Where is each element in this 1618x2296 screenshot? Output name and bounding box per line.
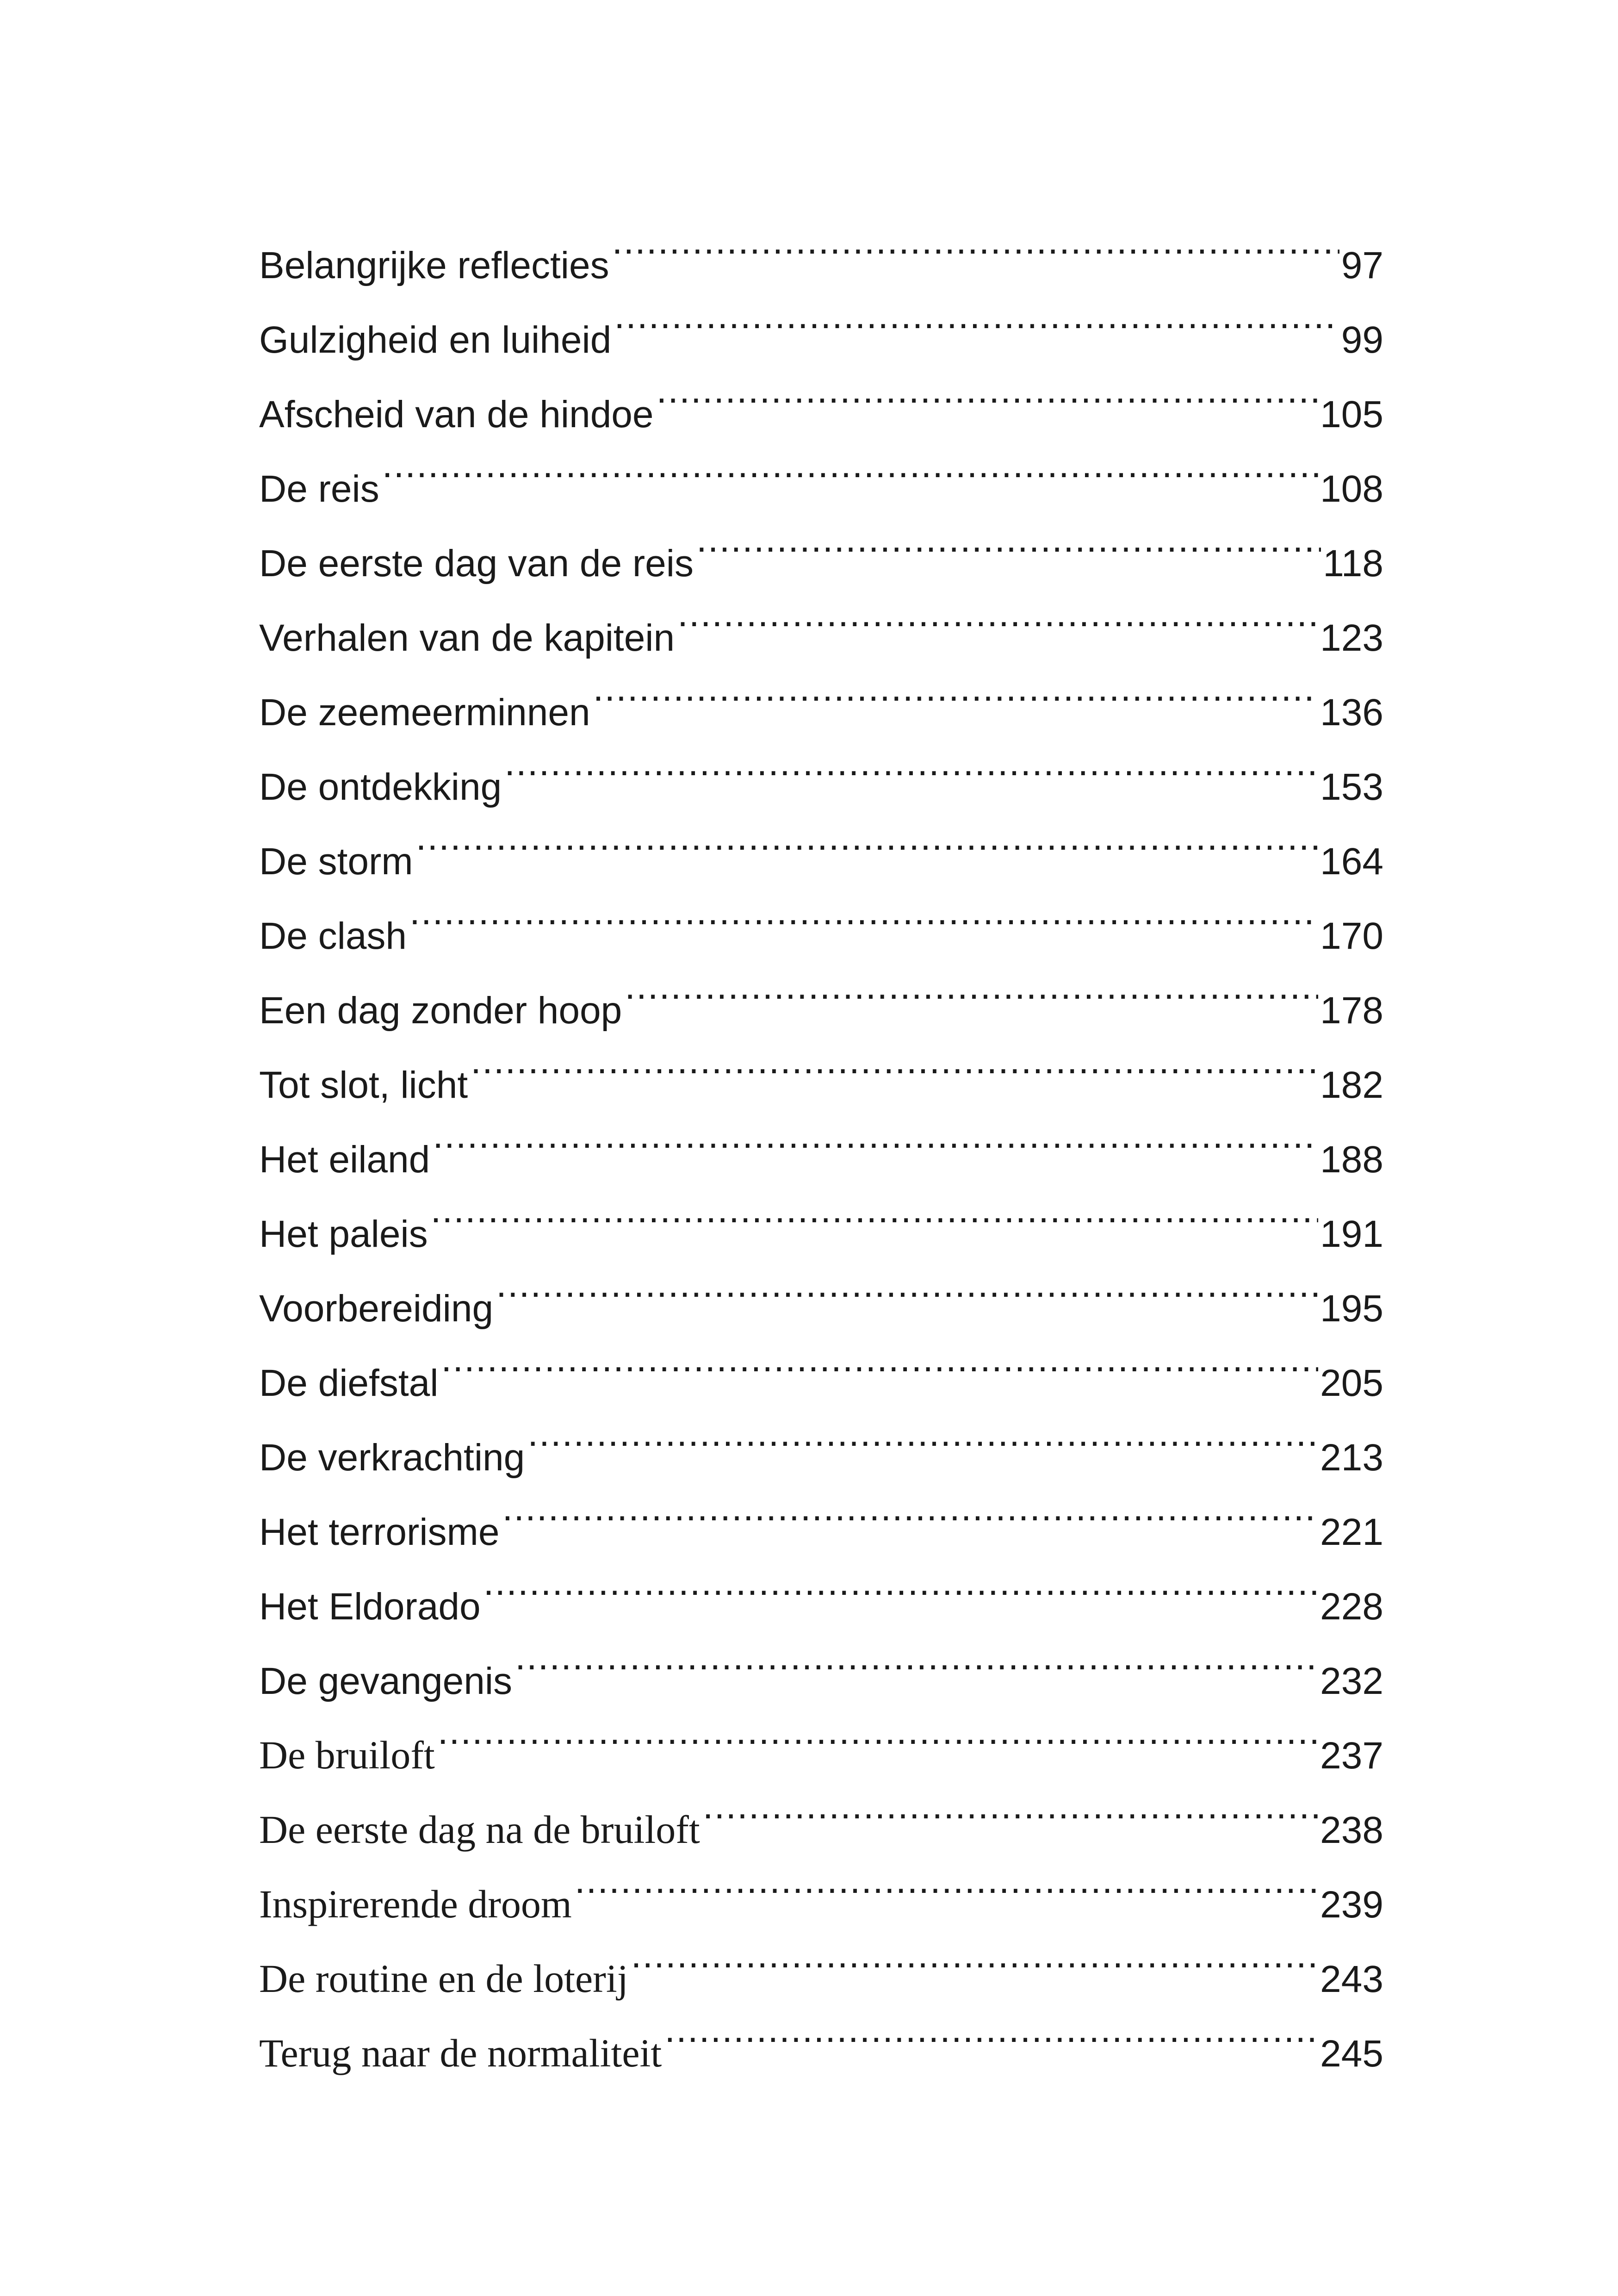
toc-entry-page-number: 191 bbox=[1320, 1213, 1383, 1255]
toc-entry-page-number: 239 bbox=[1320, 1884, 1383, 1926]
toc-dot-leader bbox=[409, 874, 1318, 949]
toc-entry-page-number: 195 bbox=[1320, 1288, 1383, 1330]
toc-dot-leader bbox=[471, 1023, 1318, 1098]
toc-entry-page-number: 118 bbox=[1323, 542, 1383, 585]
toc-entry-page-number: 136 bbox=[1320, 691, 1383, 734]
toc-dot-leader bbox=[433, 1098, 1318, 1172]
toc-entry-title: Voorbereiding bbox=[259, 1288, 494, 1330]
toc-entry-page-number: 153 bbox=[1320, 766, 1383, 808]
toc-entry-page-number: 238 bbox=[1320, 1809, 1383, 1851]
toc-entry-page-number: 97 bbox=[1341, 244, 1383, 286]
toc-entry-page-number: 205 bbox=[1320, 1362, 1383, 1404]
toc-entry-page-number: 164 bbox=[1320, 840, 1383, 883]
toc-entry-title: Verhalen van de kapitein bbox=[259, 617, 675, 659]
toc-entry-title: De storm bbox=[259, 840, 413, 883]
toc-dot-leader bbox=[431, 1172, 1319, 1247]
toc-entry[interactable] bbox=[259, 874, 1383, 957]
toc-entry-page-number: 123 bbox=[1320, 617, 1383, 659]
toc-entry-title: De eerste dag van de reis bbox=[259, 542, 694, 585]
toc-entry-title: De bruiloft bbox=[259, 1733, 435, 1777]
toc-entry-page-number: 188 bbox=[1320, 1139, 1383, 1181]
toc-entry[interactable] bbox=[259, 502, 1383, 585]
toc-entry-title: De zeemeerminnen bbox=[259, 691, 590, 734]
toc-entry-title: Het paleis bbox=[259, 1213, 428, 1255]
toc-entry[interactable] bbox=[259, 204, 1383, 286]
toc-entry-title: De reis bbox=[259, 468, 379, 510]
toc-entry-title: Afscheid van de hindoe bbox=[259, 393, 654, 436]
toc-entry-page-number: 105 bbox=[1320, 393, 1383, 436]
toc-dot-leader bbox=[416, 800, 1319, 874]
toc-entry-title: Tot slot, licht bbox=[259, 1064, 468, 1106]
toc-dot-leader bbox=[625, 949, 1318, 1023]
toc-entry-page-number: 170 bbox=[1320, 915, 1383, 957]
toc-entry-title: Een dag zonder hoop bbox=[259, 989, 622, 1032]
toc-entry-title: De eerste dag na de bruiloft bbox=[259, 1807, 700, 1852]
toc-entry-title: Het terrorisme bbox=[259, 1511, 500, 1553]
toc-entry-page-number: 221 bbox=[1320, 1511, 1383, 1553]
toc-entry-page-number: 232 bbox=[1320, 1660, 1383, 1702]
toc-dot-leader bbox=[484, 1545, 1319, 1619]
toc-dot-leader bbox=[703, 1768, 1318, 1843]
toc-dot-leader bbox=[593, 651, 1319, 725]
toc-entry-title: Het eiland bbox=[259, 1139, 430, 1181]
toc-dot-leader bbox=[664, 1992, 1318, 2066]
toc-dot-leader bbox=[441, 1321, 1318, 1396]
toc-dot-leader bbox=[382, 427, 1318, 502]
toc-entry-page-number: 237 bbox=[1320, 1735, 1383, 1777]
toc-entry-title: Inspirerende droom bbox=[259, 1882, 572, 1926]
toc-entry[interactable] bbox=[259, 800, 1383, 883]
toc-entry-page-number: 99 bbox=[1341, 319, 1383, 361]
toc-entry[interactable] bbox=[259, 427, 1383, 510]
toc-entry-page-number: 108 bbox=[1320, 468, 1383, 510]
toc-dot-leader bbox=[612, 204, 1339, 278]
toc-entry-title: De routine en de loterij bbox=[259, 1956, 628, 2001]
toc-entry-title: De ontdekking bbox=[259, 766, 502, 808]
table-of-contents bbox=[259, 204, 1383, 2075]
toc-dot-leader bbox=[504, 725, 1318, 800]
toc-entry-title: De gevangenis bbox=[259, 1660, 513, 1702]
toc-entry-page-number: 178 bbox=[1320, 989, 1383, 1032]
toc-dot-leader bbox=[614, 278, 1339, 353]
toc-entry-page-number: 213 bbox=[1320, 1437, 1383, 1479]
toc-dot-leader bbox=[696, 502, 1321, 576]
toc-dot-leader bbox=[657, 353, 1319, 427]
toc-dot-leader bbox=[502, 1470, 1318, 1545]
toc-entry-title: De clash bbox=[259, 915, 407, 957]
toc-dot-leader bbox=[527, 1396, 1318, 1470]
toc-dot-leader bbox=[515, 1619, 1318, 1694]
toc-dot-leader bbox=[438, 1694, 1318, 1768]
toc-entry-title: De verkrachting bbox=[259, 1437, 525, 1479]
toc-entry-page-number: 228 bbox=[1320, 1586, 1383, 1628]
toc-entry[interactable] bbox=[259, 949, 1383, 1032]
toc-entry-title: Het Eldorado bbox=[259, 1586, 481, 1628]
toc-entry-page-number: 182 bbox=[1320, 1064, 1383, 1106]
toc-entry-page-number: 243 bbox=[1320, 1958, 1383, 2000]
toc-entry-title: Gulzigheid en luiheid bbox=[259, 319, 612, 361]
toc-dot-leader bbox=[496, 1247, 1318, 1321]
toc-dot-leader bbox=[631, 1917, 1319, 1992]
toc-entry-title: De diefstal bbox=[259, 1362, 439, 1404]
toc-entry-page-number: 245 bbox=[1320, 2033, 1383, 2075]
toc-entry-title: Terug naar de normaliteit bbox=[259, 2031, 662, 2075]
toc-dot-leader bbox=[677, 576, 1318, 651]
toc-dot-leader bbox=[575, 1843, 1318, 1917]
toc-entry-title: Belangrijke reflecties bbox=[259, 244, 609, 286]
